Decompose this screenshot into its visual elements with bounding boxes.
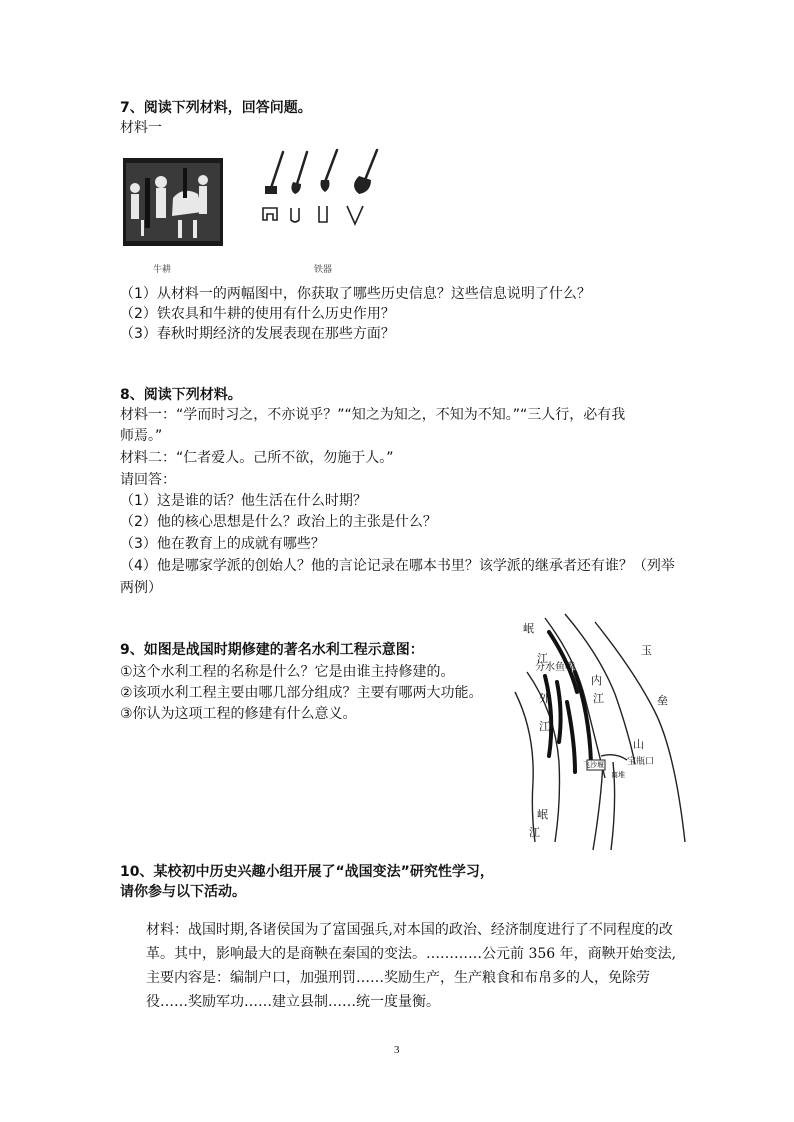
q8-question-4-line2: 两例） [120,580,162,596]
q7-question-1: （1）从材料一的两幅图中，你获取了哪些历史信息？这些信息说明了什么？ [120,286,591,302]
map-label-yu: 玉 [641,644,652,657]
q10-title-line1: 10、某校初中历史兴趣小组开展了“战国变法”研究性学习， [120,864,494,880]
map-label-min-lower: 岷 [537,808,548,821]
q8-question-1: （1）这是谁的话？他生活在什么时期？ [120,493,367,509]
q7-title: 7、阅读下列材料，回答问题。 [120,100,312,116]
q7-question-2: （2）铁农具和牛耕的使用有什么历史作用？ [120,306,395,322]
q10-material-line: 役……奖励军功……建立县制……统一度量衡。 [146,994,440,1010]
map-label-nei: 内 [591,674,602,687]
q9-question-2: ②该项水利工程主要由哪几部分组成？主要有哪两大功能。 [120,685,483,701]
q10-material-line: 革。其中，影响最大的是商鞅在秦国的变法。…………公元前 356 年，商鞅开始变法, [146,946,677,962]
q10-title-line2: 请你参与以下活动。 [120,884,246,900]
page-number: 3 [394,1044,400,1056]
q9-question-3: ③你认为这项工程的修建有什么意义。 [120,706,357,722]
q8-title: 8、阅读下列材料。 [120,387,242,403]
map-label-fenshui: 分水鱼嘴 [535,662,575,673]
q10-material-line: 材料：战国时期,各诸侯国为了富国强兵,对本国的政治、经济制度进行了不同程度的改 [146,922,673,938]
q8-question-3: （3）他在教育上的成就有哪些？ [120,536,325,552]
map-label-wai: 外 [539,692,550,705]
q10-material-box [146,918,686,1014]
map-label-wai-jiang: 江 [539,720,550,733]
q9-title: 9、如图是战国时期修建的著名水利工程示意图： [120,642,424,658]
map-label-jiang-lower: 江 [529,826,540,839]
map-label-shan: 山 [633,738,644,751]
q8-material1-line1: 材料一：“学而时习之，不亦说乎？”“知之为知之，不知为不知。”“三人行，必有我 [120,407,626,423]
q10-material-line: 主要内容是：编制户口，加强刑罚……奖励生产，生产粮食和布帛多的人，免除劳 [146,970,650,986]
q8-question-2: （2）他的核心思想是什么？政治上的主张是什么？ [120,514,437,530]
q7-question-3: （3）春秋时期经济的发展表现在那些方面？ [120,326,395,342]
dujiangyan-map [505,612,695,852]
q7-material-label: 材料一 [120,120,162,136]
q8-material1-line2: 师焉。” [120,428,163,444]
map-label-lei: 垒 [657,694,668,707]
iron-tools-caption: 铁器 [314,265,333,275]
iron-tools-image [255,148,385,233]
map-label-nei-jiang: 江 [593,692,604,705]
map-label-baopingkou: 宝瓶口 [627,757,655,767]
map-label-feishayan: 飞沙堰 [583,761,604,769]
q8-prompt: 请回答： [120,472,176,488]
ox-plowing-caption: 牛耕 [153,265,172,275]
q8-material2: 材料二：“仁者爱人。己所不欲，勿施于人。” [120,450,394,466]
ox-plowing-image [123,158,223,246]
map-label-jiang: 江 [537,652,548,665]
q8-question-4-line1: （4）他是哪家学派的创始人？他的言论记录在哪本书里？该学派的继承者还有谁？（列举 [120,558,675,574]
q9-question-1: ①这个水利工程的名称是什么？它是由谁主持修建的。 [120,664,455,680]
map-label-min: 岷 [523,622,534,635]
map-label-lidui: 离堆 [611,771,625,779]
